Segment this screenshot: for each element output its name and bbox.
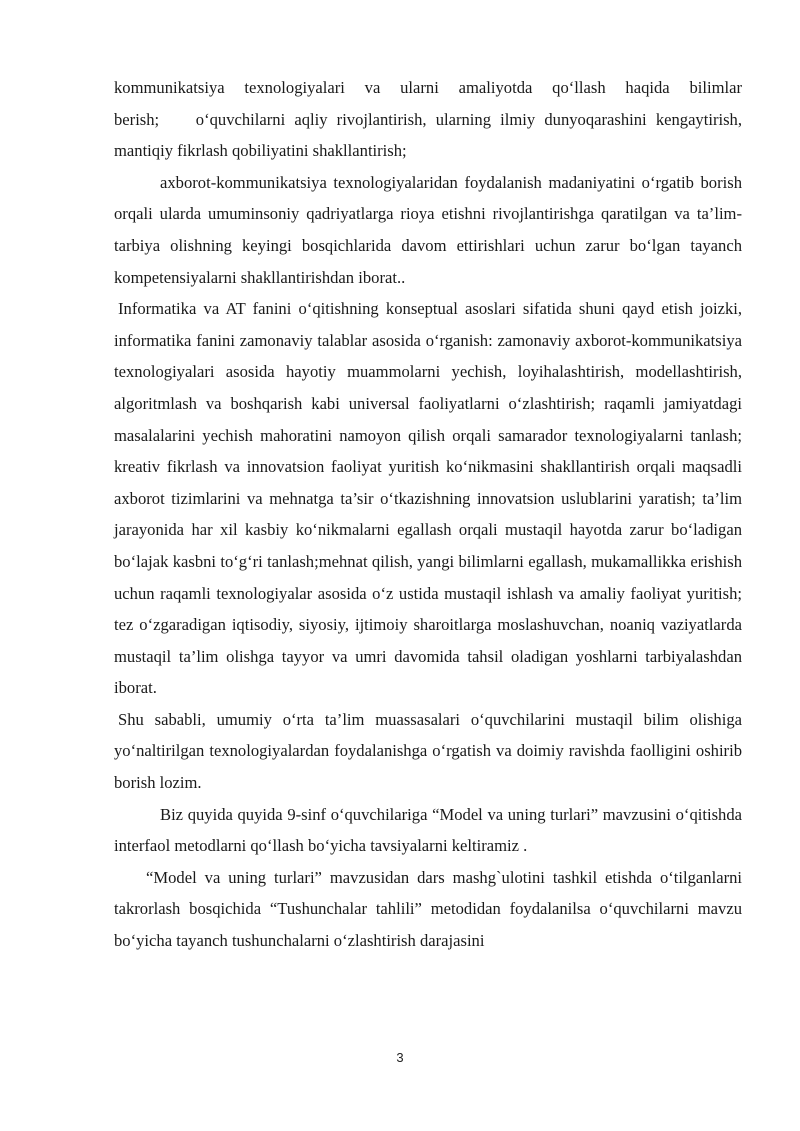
paragraph-6: “Model va uning turlari” mavzusidan dars mashg`ulotini tashkil etishda o‘tilganlarni takrorlash bosqichida “Tushunchalar tahlili” metodidan foydalanilsa o‘quvchilarni mavzu bo‘yicha tayanch tushunchalarni o‘zlashtirish darajasini: [114, 867, 742, 951]
paragraph-1: kommunikatsiya texnologiyalari va ularni amaliyotda qo‘llash haqida bilimlar berish; o‘quvchilarni aqliy rivojlantirish, ularning ilmiy dunyoqarashini kengaytirish, mantiqiy fikrlash qobiliyatini shakllantirish;: [114, 78, 742, 161]
paragraph-4: Shu sababli, umumiy o‘rta ta’lim muassasalari o‘quvchilarini mustaqil bilim olishiga yo‘naltirilgan texnologiyalardan foydalanishga o‘rgatish va doimiy ravishda faolligini oshirib borish lozim.: [114, 709, 742, 793]
page-number: 3: [396, 1050, 404, 1065]
paragraph-3: Informatika va AT fanini o‘qitishning konseptual asoslari sifatida shuni qayd etish joizki, informatika fanini zamonaviy talablar asosida o‘rganish: zamonaviy axborot-kommunikatsiya texnologiyalari asosida hayotiy muammolarni yechish, loyihalashtirish, modellashtirish, algoritmlash va boshqarish kabi universal faoliyatlarni o‘zlashtirish; raqamli jamiyatdagi masalalarini yechish mahoratini namoyon qilish orqali samarador texnologiyalarni tanlash; kreativ fikrlash va innovatsion faoliyat yuritish ko‘nikmasini shakllantirish orqali maqsadli axborot tizimlarini va mehnatga ta’sir o‘tkazishning innovatsion uslublarini yaratish; ta’lim jarayonida har xil kasbiy ko‘nikmalarni egallash orqali mustaqil hayotda zarur bo‘ladigan bo‘lajak kasbni to‘g‘ri tanlash;mehnat qilish, yangi bilimlarni egallash, mukamallikka erishish uchun raqamli texnologiyalar asosida o‘z ustida mustaqil ishlash va amaliy faoliyat yuritish; tez o‘zgaradigan iqtisodiy, siyosiy, ijtimoiy sharoitlarga moslashuvchan, noaniq vaziyatlarda mustaqil ta’lim olishga tayyor va umri davomida tahsil oladigan yoshlarni tarbiyalashdan iborat.: [114, 299, 742, 698]
paragraph-5: Biz quyida quyida 9-sinf o‘quvchilariga “Model va uning turlari” mavzusini o‘qitishda interfaol metodlarni qo‘llash bo‘yicha tavsiyalarni keltiramiz .: [114, 804, 742, 856]
paragraph-2: axborot-kommunikatsiya texnologiyalaridan foydalanish madaniyatini o‘rgatib borish orqali ularda umuminsoniy qadriyatlarga rioya etishni rivojlantirishga qaratilgan va ta’lim-tarbiya olishning keyingi bosqichlarida davom ettirishlari uchun zarur bo‘lgan tayanch kompetensiyalarni shakllantirishdan iborat..: [114, 172, 742, 287]
document-page: [114, 72, 742, 957]
